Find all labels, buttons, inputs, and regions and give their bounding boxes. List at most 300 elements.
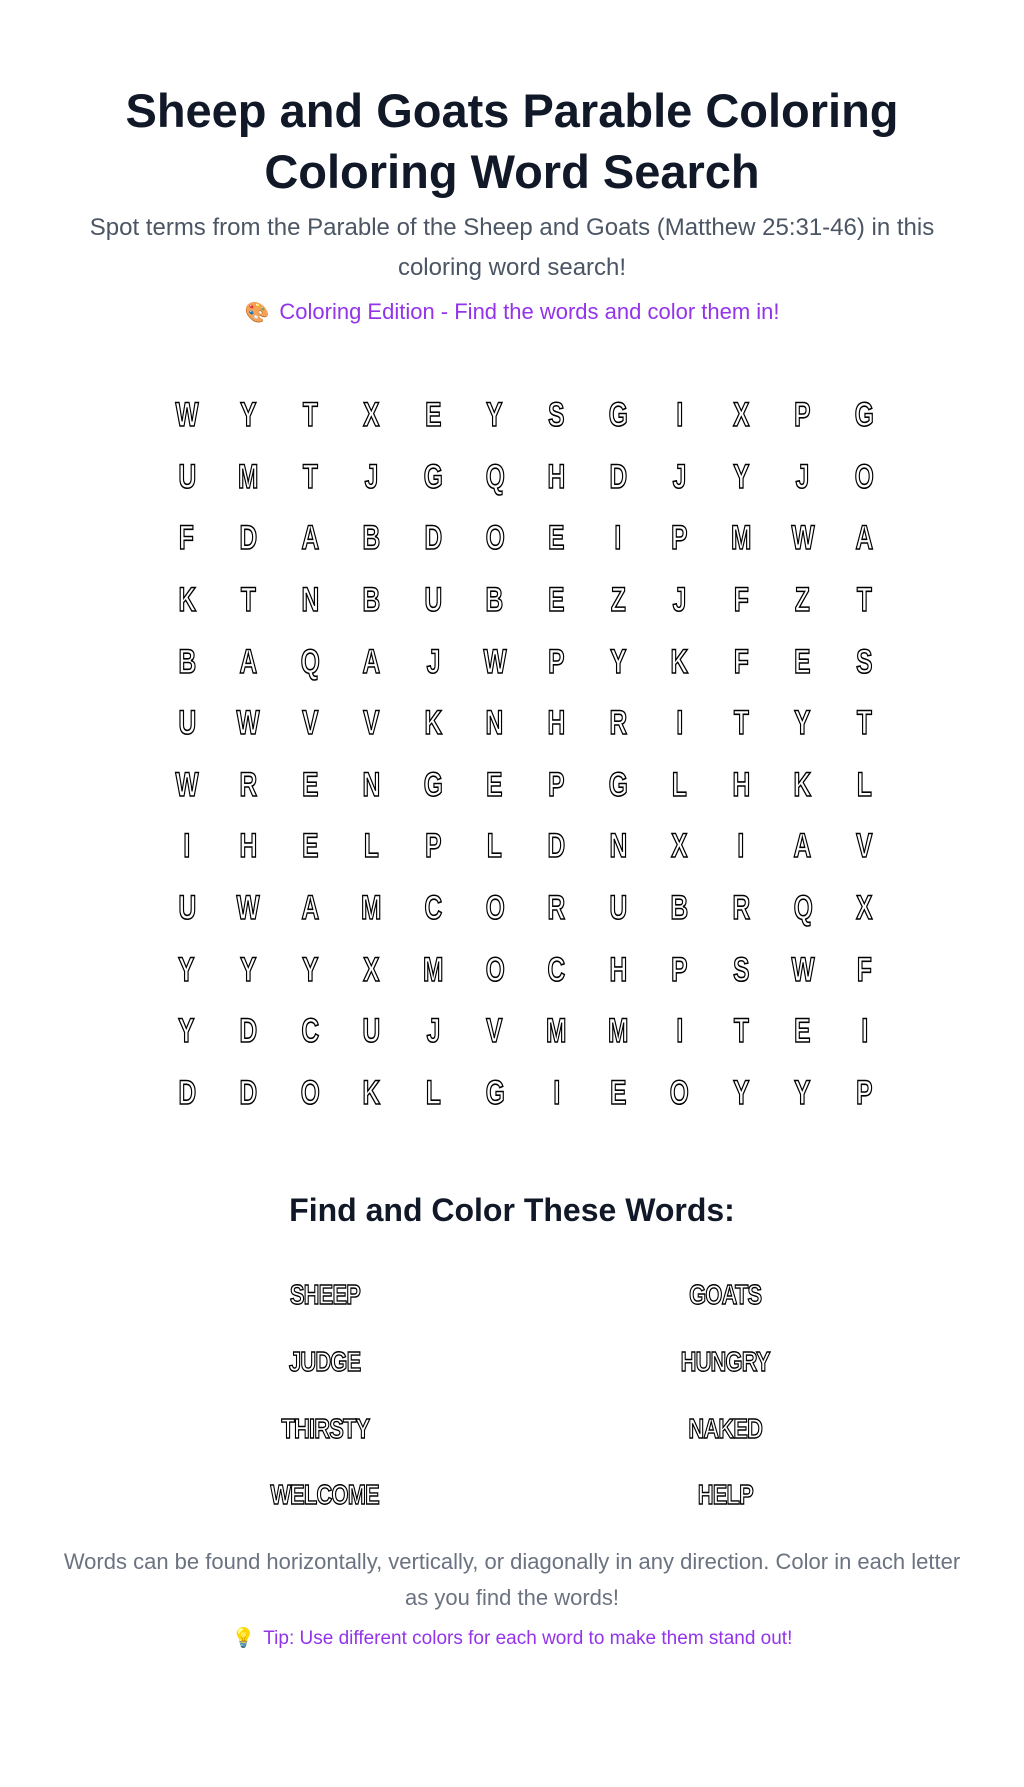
grid-letter: M [607,1012,629,1051]
grid-letter: V [301,704,319,743]
grid-cell[interactable] [649,939,711,1001]
grid-letter: B [670,889,689,928]
grid-cell[interactable] [710,508,772,570]
grid-cell[interactable] [279,385,341,447]
grid-cell[interactable] [587,693,649,755]
grid-letter: L [364,827,380,866]
grid-letter: O [485,950,505,989]
grid-cell[interactable] [649,755,711,817]
grid-cell[interactable] [649,1001,711,1063]
grid-letter: T [856,704,872,743]
grid-letter: N [485,704,504,743]
grid-letter: W [175,396,199,435]
grid-cell[interactable] [402,447,464,509]
grid-cell[interactable] [341,508,403,570]
grid-cell[interactable] [156,1063,218,1125]
grid-cell[interactable] [526,939,588,1001]
grid-cell[interactable] [526,755,588,817]
word-list-item [525,1395,925,1462]
grid-letter: W [236,889,260,928]
grid-cell[interactable] [156,385,218,447]
grid-cell[interactable] [587,939,649,1001]
grid-cell[interactable] [526,1063,588,1125]
grid-letter: H [547,704,566,743]
grid-cell[interactable] [526,1001,588,1063]
grid-cell[interactable] [156,816,218,878]
grid-cell[interactable] [156,939,218,1001]
grid-cell[interactable] [649,447,711,509]
grid-letter: B [362,581,381,620]
grid-letter: D [177,1073,196,1112]
grid-letter: W [483,642,507,681]
grid-cell[interactable] [649,631,711,693]
grid-cell[interactable] [710,755,772,817]
grid-cell[interactable] [464,816,526,878]
grid-letter: E [425,396,442,435]
grid-letter: F [733,642,749,681]
grid-cell[interactable] [218,939,280,1001]
grid-cell[interactable] [464,1063,526,1125]
grid-cell[interactable] [710,878,772,940]
grid-cell[interactable] [772,631,834,693]
grid-cell[interactable] [279,447,341,509]
grid-cell[interactable] [341,631,403,693]
grid-letter: T [302,457,318,496]
grid-letter: I [860,1012,868,1051]
grid-cell[interactable] [772,385,834,447]
grid-cell[interactable] [218,631,280,693]
grid-cell[interactable] [772,1063,834,1125]
grid-letter: S [732,950,750,989]
grid-cell[interactable] [341,1001,403,1063]
grid-cell[interactable] [710,447,772,509]
grid-letter: T [733,704,749,743]
grid-letter: C [547,950,566,989]
grid-letter: P [794,396,811,435]
grid-letter: K [793,765,812,804]
grid-cell[interactable] [834,385,896,447]
grid-cell[interactable] [218,508,280,570]
grid-cell[interactable] [526,816,588,878]
grid-letter: L [425,1073,441,1112]
grid-cell[interactable] [279,693,341,755]
grid-letter: L [672,765,688,804]
grid-cell[interactable] [772,878,834,940]
grid-cell[interactable] [587,385,649,447]
grid-cell[interactable] [464,570,526,632]
grid-cell[interactable] [279,1063,341,1125]
grid-letter: X [671,827,688,866]
grid-letter: G [423,457,443,496]
edition-banner [0,299,1024,325]
grid-cell[interactable] [526,570,588,632]
grid-cell[interactable] [772,508,834,570]
lightbulb-icon: 💡 [231,1628,256,1649]
grid-letter: Y [732,457,750,496]
grid-cell[interactable] [341,939,403,1001]
grid-letter: S [856,642,873,681]
grid-letter: P [671,950,688,989]
grid-letter: J [672,457,687,496]
grid-letter: H [239,827,258,866]
grid-cell[interactable] [772,693,834,755]
grid-cell[interactable] [649,816,711,878]
grid-cell[interactable] [772,447,834,509]
grid-cell[interactable] [402,385,464,447]
grid-letter: N [362,765,381,804]
grid-cell[interactable] [402,1063,464,1125]
grid-letter: W [236,704,260,743]
grid-letter: U [177,889,196,928]
grid-cell[interactable] [341,385,403,447]
grid-cell[interactable] [156,755,218,817]
grid-letter: A [301,519,319,558]
grid-letter: J [426,642,440,681]
tip [0,1626,1024,1650]
grid-cell[interactable] [834,693,896,755]
grid-cell[interactable] [464,385,526,447]
grid-letter: E [794,642,811,681]
grid-cell[interactable] [218,693,280,755]
grid-cell[interactable] [402,1001,464,1063]
grid-letter: I [614,519,622,558]
grid-letter: I [676,396,683,435]
grid-cell[interactable] [464,755,526,817]
grid-letter: T [856,581,872,620]
grid-letter: O [485,889,505,928]
grid-cell[interactable] [834,1063,896,1125]
grid-cell[interactable] [464,693,526,755]
grid-cell[interactable] [772,755,834,817]
grid-cell[interactable] [710,1001,772,1063]
grid-letter: D [239,519,258,558]
grid-cell[interactable] [341,755,403,817]
grid-letter: M [730,519,752,558]
grid-cell[interactable] [710,939,772,1001]
grid-letter: F [733,581,749,620]
grid-cell[interactable] [710,570,772,632]
grid-cell[interactable] [710,693,772,755]
grid-cell[interactable] [341,447,403,509]
grid-letter: Q [793,889,813,928]
grid-letter: X [856,889,873,928]
grid-cell[interactable] [587,816,649,878]
grid-letter: Y [301,950,319,989]
grid-cell[interactable] [649,508,711,570]
grid-cell[interactable] [834,1001,896,1063]
grid-letter: V [363,704,380,743]
grid-cell[interactable] [218,755,280,817]
grid-letter: N [301,581,319,620]
grid-cell[interactable] [649,878,711,940]
edition-text: Coloring Edition - Find the words and color them in! [279,299,780,324]
word-list [125,1262,925,1529]
word-text: THIRSTY [281,1412,369,1444]
subtitle: Spot terms from the Parable of the Sheep and Goats (Matthew 25:31-46) in this coloring word search! [89,214,935,281]
grid-letter: S [548,396,565,435]
grid-cell[interactable] [402,878,464,940]
grid-letter: I [737,827,745,866]
title-line-2: Coloring Word Search [264,145,760,198]
grid-letter: T [240,581,256,620]
grid-cell[interactable] [156,631,218,693]
grid-letter: U [362,1012,381,1051]
grid-letter: U [177,457,196,496]
word-list-item [125,1262,525,1329]
instructions: Words can be found horizontally, vertically, or diagonally in any direction. Color in each letter as you find the words! [63,1549,961,1610]
grid-letter: Y [732,1073,750,1112]
grid-letter: J [795,457,810,496]
word-text: GOATS [688,1279,762,1311]
grid-letter: M [422,950,444,989]
word-text: WELCOME [270,1479,380,1511]
grid-cell[interactable] [587,508,649,570]
grid-letter: H [732,765,750,804]
word-list-item [125,1462,525,1529]
grid-cell[interactable] [156,447,218,509]
grid-letter: L [856,765,872,804]
grid-letter: E [548,581,565,620]
grid-letter: I [676,1012,683,1051]
grid-letter: Z [610,581,626,620]
grid-cell[interactable] [526,878,588,940]
grid-cell[interactable] [156,1001,218,1063]
grid-cell[interactable] [464,878,526,940]
grid-letter: J [426,1012,440,1051]
grid-cell[interactable] [279,816,341,878]
grid-cell[interactable] [834,508,896,570]
grid-cell[interactable] [587,447,649,509]
grid-letter: O [485,519,505,558]
grid-cell[interactable] [587,878,649,940]
grid-letter: P [548,765,565,804]
grid-cell[interactable] [526,447,588,509]
grid-letter: D [239,1073,258,1112]
grid-cell[interactable] [834,570,896,632]
grid-cell[interactable] [402,693,464,755]
palette-icon: 🎨 [244,302,270,324]
grid-letter: I [552,1073,560,1112]
grid-cell[interactable] [464,939,526,1001]
grid-letter: R [547,889,566,928]
grid-cell[interactable] [587,1063,649,1125]
grid-letter: Y [609,642,627,681]
grid-cell[interactable] [834,631,896,693]
grid-letter: Y [240,950,257,989]
grid-letter: A [793,827,812,866]
grid-letter: H [547,457,566,496]
grid-cell[interactable] [341,878,403,940]
grid-letter: Y [794,1073,811,1112]
grid-letter: E [794,1012,811,1051]
grid-cell[interactable] [587,631,649,693]
grid-cell[interactable] [156,570,218,632]
grid-cell[interactable] [279,1001,341,1063]
title-line-1: Sheep and Goats Parable Coloring [125,84,899,137]
grid-cell[interactable] [834,755,896,817]
grid-letter: G [608,765,628,804]
grid-letter: E [486,765,503,804]
grid-cell[interactable] [279,755,341,817]
grid-cell[interactable] [464,1001,526,1063]
grid-letter: A [239,642,258,681]
grid-letter: A [855,519,874,558]
grid-letter: J [672,581,687,620]
grid-letter: O [670,1073,690,1112]
grid-cell[interactable] [402,755,464,817]
grid-letter: T [302,396,318,435]
grid-letter: C [301,1012,319,1051]
word-text: SHEEP [289,1279,361,1311]
grid-letter: L [487,827,503,866]
word-search-grid [156,385,895,1124]
grid-cell[interactable] [218,570,280,632]
grid-letter: R [239,765,258,804]
grid-letter: A [301,889,319,928]
grid-cell[interactable] [156,693,218,755]
grid-letter: K [177,581,196,620]
grid-cell[interactable] [772,816,834,878]
grid-cell[interactable] [279,878,341,940]
grid-cell[interactable] [834,878,896,940]
grid-cell[interactable] [772,939,834,1001]
grid-letter: Y [240,396,257,435]
grid-letter: B [485,581,504,620]
grid-letter: K [362,1073,381,1112]
grid-letter: P [856,1073,873,1112]
grid-cell[interactable] [834,816,896,878]
word-text: HELP [697,1479,753,1511]
grid-letter: O [854,457,874,496]
grid-cell[interactable] [218,816,280,878]
grid-cell[interactable] [402,631,464,693]
grid-cell[interactable] [279,508,341,570]
grid-cell[interactable] [587,755,649,817]
grid-letter: G [608,396,628,435]
grid-letter: V [486,1012,503,1051]
grid-cell[interactable] [526,508,588,570]
grid-letter: X [732,396,750,435]
grid-letter: O [300,1073,320,1112]
grid-letter: K [670,642,689,681]
grid-letter: P [671,519,688,558]
grid-cell[interactable] [587,570,649,632]
grid-cell[interactable] [649,385,711,447]
grid-cell[interactable] [710,816,772,878]
grid-cell[interactable] [526,693,588,755]
grid-letter: P [548,642,565,681]
grid-letter: F [856,950,872,989]
word-text: JUDGE [289,1346,361,1378]
grid-letter: G [854,396,874,435]
grid-cell[interactable] [218,1001,280,1063]
grid-letter: M [546,1012,567,1051]
word-list-title: Find and Color These Words: [289,1192,735,1228]
grid-letter: X [363,396,380,435]
grid-cell[interactable] [649,570,711,632]
grid-letter: I [183,827,191,866]
grid-letter: D [547,827,566,866]
grid-cell[interactable] [464,631,526,693]
grid-cell[interactable] [402,816,464,878]
grid-cell[interactable] [710,385,772,447]
grid-cell[interactable] [218,447,280,509]
grid-cell[interactable] [402,570,464,632]
grid-letter: Y [486,396,503,435]
grid-letter: T [733,1012,749,1051]
grid-cell[interactable] [402,508,464,570]
grid-cell[interactable] [772,570,834,632]
grid-cell[interactable] [341,1063,403,1125]
tip-text: Tip: Use different colors for each word to make them stand out! [263,1628,793,1649]
word-list-item [125,1395,525,1462]
grid-letter: U [424,581,443,620]
grid-letter: W [791,950,815,989]
grid-cell[interactable] [279,631,341,693]
grid-letter: Q [300,642,320,681]
grid-letter: K [424,704,443,743]
grid-cell[interactable] [834,447,896,509]
grid-cell[interactable] [834,939,896,1001]
grid-cell[interactable] [218,1063,280,1125]
grid-cell[interactable] [402,939,464,1001]
grid-letter: P [425,827,442,866]
grid-letter: Z [795,581,811,620]
grid-cell[interactable] [649,693,711,755]
grid-cell[interactable] [464,508,526,570]
grid-cell[interactable] [710,631,772,693]
grid-letter: M [238,457,259,496]
word-list-item [525,1262,925,1329]
grid-letter: G [423,765,443,804]
grid-letter: M [361,889,382,928]
grid-cell[interactable] [710,1063,772,1125]
word-text: NAKED [688,1412,762,1444]
grid-cell[interactable] [279,939,341,1001]
grid-cell[interactable] [156,878,218,940]
grid-cell[interactable] [218,385,280,447]
word-list-item [125,1329,525,1396]
grid-cell[interactable] [279,570,341,632]
grid-cell[interactable] [341,570,403,632]
grid-cell[interactable] [772,1001,834,1063]
grid-letter: U [609,889,627,928]
grid-cell[interactable] [464,447,526,509]
grid-letter: U [177,704,196,743]
word-list-item [525,1462,925,1529]
grid-cell[interactable] [526,385,588,447]
grid-cell[interactable] [587,1001,649,1063]
grid-cell[interactable] [341,693,403,755]
word-text: HUNGRY [680,1346,770,1378]
grid-cell[interactable] [156,508,218,570]
grid-letter: C [424,889,443,928]
grid-letter: H [609,950,627,989]
grid-cell[interactable] [526,631,588,693]
grid-letter: X [363,950,380,989]
word-list-item [525,1329,925,1396]
grid-cell[interactable] [649,1063,711,1125]
grid-letter: V [856,827,873,866]
grid-cell[interactable] [341,816,403,878]
grid-letter: D [424,519,443,558]
grid-letter: Q [485,457,505,496]
grid-letter: E [609,1073,627,1112]
grid-letter: Y [178,950,195,989]
grid-letter: G [485,1073,505,1112]
grid-letter: I [676,704,683,743]
grid-cell[interactable] [218,878,280,940]
